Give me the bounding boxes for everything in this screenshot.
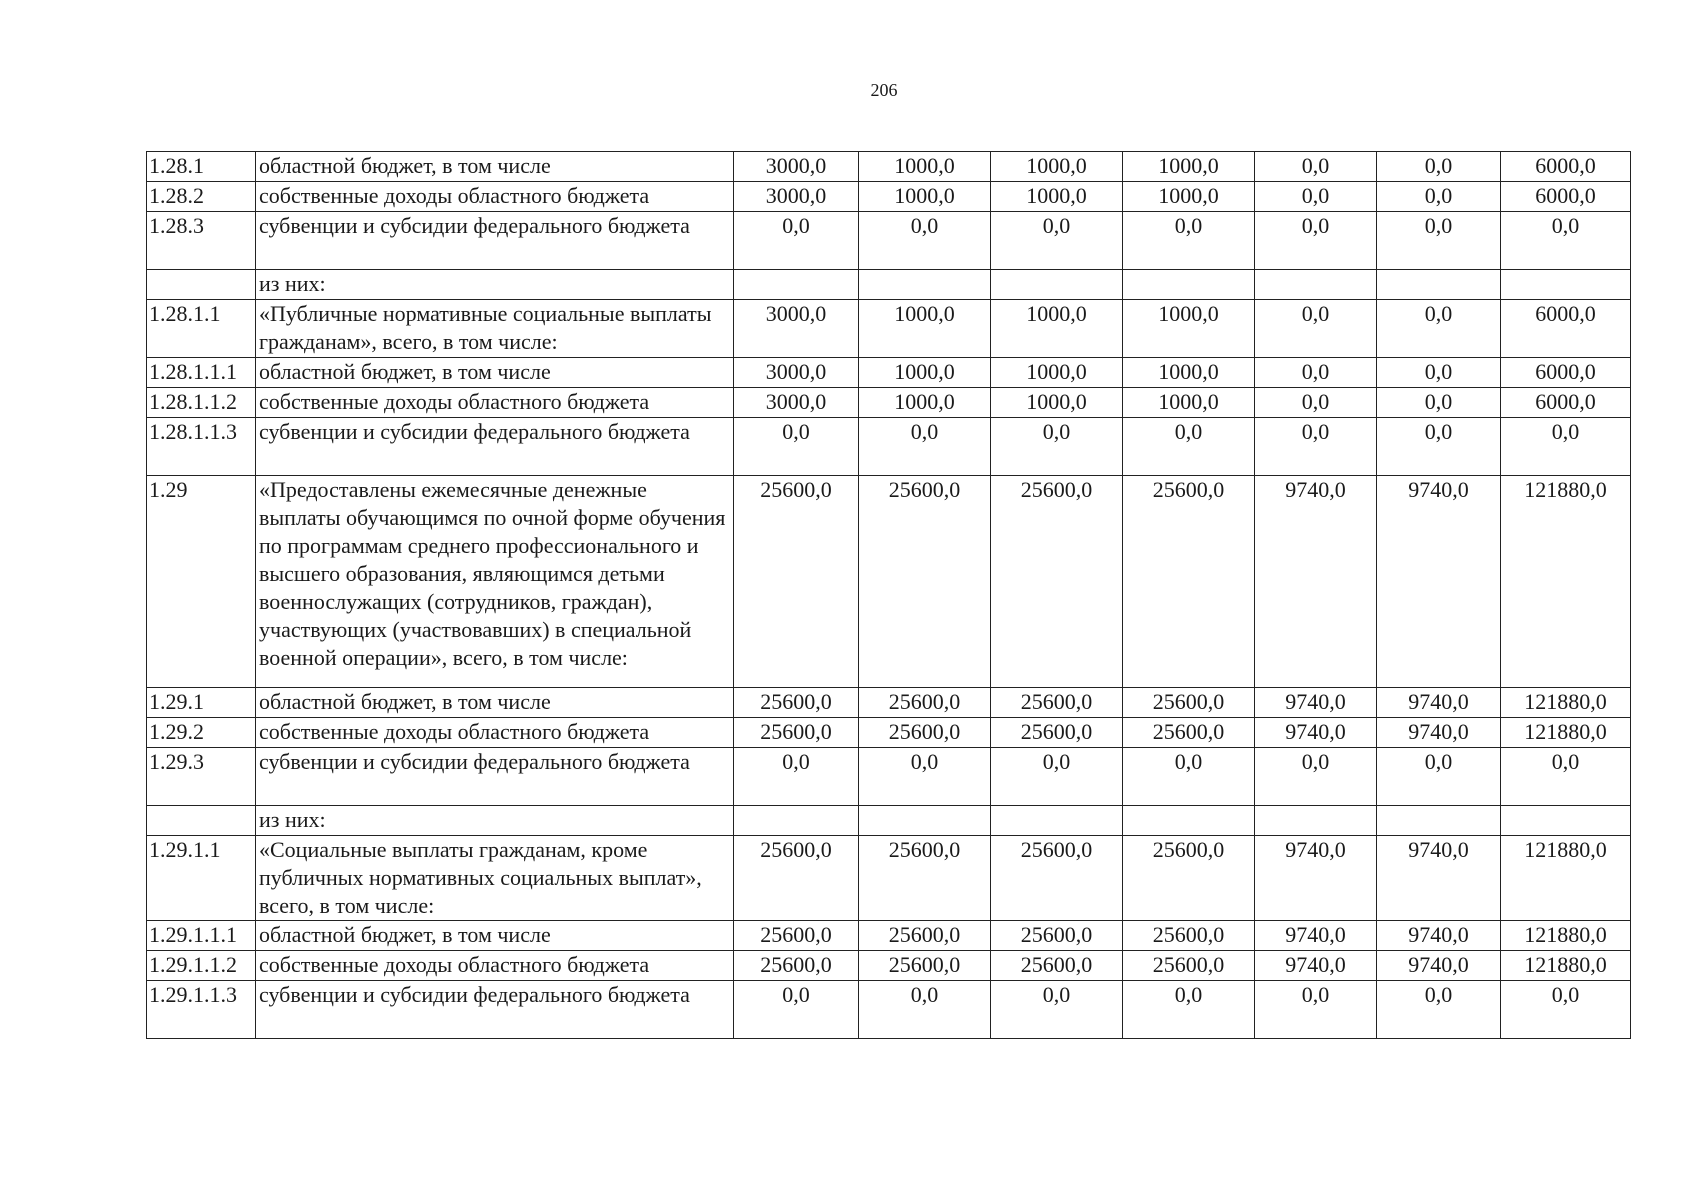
row-value: 9740,0 [1377, 476, 1501, 688]
row-value: 0,0 [1377, 418, 1501, 476]
row-value: 9740,0 [1255, 921, 1377, 951]
row-code: 1.28.3 [147, 212, 256, 270]
table-row [147, 981, 1631, 1039]
row-value [859, 270, 991, 300]
row-value: 25600,0 [859, 476, 991, 688]
row-label: собственные доходы областного бюджета [256, 388, 734, 418]
row-value: 0,0 [1255, 300, 1377, 358]
row-value [1123, 270, 1255, 300]
table-row [147, 951, 1631, 981]
row-value: 121880,0 [1501, 951, 1631, 981]
row-value: 0,0 [1255, 418, 1377, 476]
row-value: 1000,0 [991, 182, 1123, 212]
row-value [1501, 806, 1631, 836]
row-value: 0,0 [1377, 300, 1501, 358]
row-value [1377, 806, 1501, 836]
row-code: 1.28.1.1.1 [147, 358, 256, 388]
row-value [1501, 270, 1631, 300]
row-value: 9740,0 [1255, 836, 1377, 921]
table-row [147, 836, 1631, 921]
row-label: «Социальные выплаты гражданам, кроме публичных нормативных социальных выплат», всего, в том числе: [256, 836, 734, 921]
row-value [734, 270, 859, 300]
row-value [991, 270, 1123, 300]
row-label: субвенции и субсидии федерального бюджета [256, 418, 734, 476]
row-value: 6000,0 [1501, 358, 1631, 388]
row-value: 0,0 [1255, 748, 1377, 806]
row-value: 6000,0 [1501, 152, 1631, 182]
row-label: собственные доходы областного бюджета [256, 951, 734, 981]
row-label: областной бюджет, в том числе [256, 921, 734, 951]
row-value: 0,0 [991, 748, 1123, 806]
row-value: 0,0 [1255, 182, 1377, 212]
row-value: 1000,0 [859, 182, 991, 212]
table-row [147, 358, 1631, 388]
row-value [1377, 270, 1501, 300]
row-value: 0,0 [1123, 212, 1255, 270]
row-value: 9740,0 [1255, 951, 1377, 981]
row-value: 121880,0 [1501, 836, 1631, 921]
row-value: 25600,0 [859, 836, 991, 921]
row-value: 25600,0 [859, 921, 991, 951]
row-value: 3000,0 [734, 388, 859, 418]
row-code: 1.29.1.1 [147, 836, 256, 921]
table-row [147, 418, 1631, 476]
row-value [1255, 806, 1377, 836]
row-value: 0,0 [1377, 981, 1501, 1039]
row-code: 1.28.1.1.3 [147, 418, 256, 476]
row-value [734, 806, 859, 836]
row-value: 0,0 [1123, 981, 1255, 1039]
row-value: 25600,0 [1123, 921, 1255, 951]
table-body [147, 152, 1631, 1039]
row-value: 25600,0 [859, 951, 991, 981]
row-code: 1.28.1.1 [147, 300, 256, 358]
row-value: 9740,0 [1255, 476, 1377, 688]
row-label: субвенции и субсидии федерального бюджета [256, 981, 734, 1039]
row-value: 121880,0 [1501, 476, 1631, 688]
row-value: 25600,0 [991, 718, 1123, 748]
row-code: 1.29.1.1.3 [147, 981, 256, 1039]
table-row [147, 270, 1631, 300]
row-value: 25600,0 [734, 921, 859, 951]
row-code: 1.28.1.1.2 [147, 388, 256, 418]
row-value: 0,0 [1377, 152, 1501, 182]
row-label: «Публичные нормативные социальные выплаты гражданам», всего, в том числе: [256, 300, 734, 358]
row-value: 1000,0 [1123, 182, 1255, 212]
row-value: 3000,0 [734, 182, 859, 212]
row-value: 0,0 [1123, 748, 1255, 806]
row-value: 1000,0 [991, 388, 1123, 418]
row-value: 25600,0 [1123, 688, 1255, 718]
table-row [147, 476, 1631, 688]
row-value: 1000,0 [991, 152, 1123, 182]
row-value: 1000,0 [1123, 358, 1255, 388]
row-label: субвенции и субсидии федерального бюджета [256, 212, 734, 270]
row-value: 9740,0 [1377, 836, 1501, 921]
row-value: 0,0 [1377, 182, 1501, 212]
row-value: 25600,0 [734, 476, 859, 688]
row-value: 0,0 [1255, 981, 1377, 1039]
row-code [147, 806, 256, 836]
row-value: 0,0 [734, 981, 859, 1039]
page-number: 206 [870, 80, 898, 100]
row-value: 25600,0 [991, 688, 1123, 718]
row-value: 0,0 [1377, 748, 1501, 806]
row-value: 9740,0 [1377, 688, 1501, 718]
row-value: 0,0 [1501, 212, 1631, 270]
row-value: 1000,0 [859, 300, 991, 358]
table-row [147, 300, 1631, 358]
row-value: 0,0 [991, 212, 1123, 270]
row-value: 121880,0 [1501, 688, 1631, 718]
table-row [147, 748, 1631, 806]
row-value: 25600,0 [734, 951, 859, 981]
row-value: 6000,0 [1501, 182, 1631, 212]
row-code: 1.29.1.1.1 [147, 921, 256, 951]
row-value: 1000,0 [1123, 152, 1255, 182]
row-value: 1000,0 [1123, 388, 1255, 418]
row-value: 0,0 [734, 418, 859, 476]
row-label: из них: [256, 270, 734, 300]
row-value: 0,0 [859, 981, 991, 1039]
row-value [1255, 270, 1377, 300]
row-value: 0,0 [1377, 388, 1501, 418]
row-value: 0,0 [1255, 358, 1377, 388]
row-value: 0,0 [859, 212, 991, 270]
row-value: 0,0 [1501, 748, 1631, 806]
row-label: областной бюджет, в том числе [256, 152, 734, 182]
row-code: 1.29.2 [147, 718, 256, 748]
row-label: собственные доходы областного бюджета [256, 182, 734, 212]
row-value: 25600,0 [1123, 476, 1255, 688]
row-label: субвенции и субсидии федерального бюджета [256, 748, 734, 806]
row-label: из них: [256, 806, 734, 836]
row-code: 1.29 [147, 476, 256, 688]
row-value: 25600,0 [859, 718, 991, 748]
row-code: 1.28.1 [147, 152, 256, 182]
row-value: 3000,0 [734, 152, 859, 182]
row-value: 25600,0 [734, 688, 859, 718]
table-row [147, 182, 1631, 212]
row-value: 1000,0 [859, 152, 991, 182]
table-row [147, 212, 1631, 270]
row-value [991, 806, 1123, 836]
row-value: 0,0 [859, 748, 991, 806]
row-code: 1.29.1 [147, 688, 256, 718]
row-value: 25600,0 [1123, 718, 1255, 748]
row-value: 0,0 [991, 418, 1123, 476]
row-value: 25600,0 [859, 688, 991, 718]
row-value: 25600,0 [991, 476, 1123, 688]
row-value: 9740,0 [1255, 688, 1377, 718]
table-row [147, 921, 1631, 951]
table-row [147, 718, 1631, 748]
row-value: 25600,0 [991, 951, 1123, 981]
row-value: 0,0 [991, 981, 1123, 1039]
budget-table [146, 151, 1631, 1039]
row-code: 1.29.3 [147, 748, 256, 806]
row-value: 0,0 [1255, 152, 1377, 182]
row-label: областной бюджет, в том числе [256, 688, 734, 718]
row-value: 1000,0 [859, 358, 991, 388]
row-code [147, 270, 256, 300]
row-label: «Предоставлены ежемесячные денежные выплаты обучающимся по очной форме обучения по программам среднего профессионального и высшего образования, являющимся детьми военнослужащих (сотрудников, граждан), участвующих (участвовавших) в специальной военной операции», всего, в том числе: [256, 476, 734, 688]
table-row [147, 152, 1631, 182]
row-value: 0,0 [859, 418, 991, 476]
row-value: 9740,0 [1377, 921, 1501, 951]
row-label: областной бюджет, в том числе [256, 358, 734, 388]
table-row [147, 688, 1631, 718]
row-value: 25600,0 [734, 718, 859, 748]
row-value: 25600,0 [991, 836, 1123, 921]
row-value [1123, 806, 1255, 836]
row-value: 0,0 [1255, 388, 1377, 418]
row-value: 25600,0 [734, 836, 859, 921]
row-value: 0,0 [1377, 358, 1501, 388]
row-value: 6000,0 [1501, 300, 1631, 358]
row-value: 25600,0 [1123, 951, 1255, 981]
row-value: 9740,0 [1377, 951, 1501, 981]
row-code: 1.29.1.1.2 [147, 951, 256, 981]
row-value: 25600,0 [1123, 836, 1255, 921]
row-value: 1000,0 [859, 388, 991, 418]
row-value: 0,0 [1501, 981, 1631, 1039]
row-value: 121880,0 [1501, 718, 1631, 748]
table-row [147, 806, 1631, 836]
row-value: 3000,0 [734, 358, 859, 388]
row-value: 0,0 [1377, 212, 1501, 270]
row-label: собственные доходы областного бюджета [256, 718, 734, 748]
row-value [859, 806, 991, 836]
row-value: 9740,0 [1255, 718, 1377, 748]
row-value: 9740,0 [1377, 718, 1501, 748]
row-value: 121880,0 [1501, 921, 1631, 951]
row-value: 0,0 [1501, 418, 1631, 476]
row-value: 0,0 [1123, 418, 1255, 476]
row-value: 1000,0 [991, 300, 1123, 358]
row-value: 3000,0 [734, 300, 859, 358]
row-code: 1.28.2 [147, 182, 256, 212]
row-value: 6000,0 [1501, 388, 1631, 418]
row-value: 0,0 [734, 212, 859, 270]
row-value: 1000,0 [1123, 300, 1255, 358]
row-value: 25600,0 [991, 921, 1123, 951]
row-value: 1000,0 [991, 358, 1123, 388]
row-value: 0,0 [734, 748, 859, 806]
row-value: 0,0 [1255, 212, 1377, 270]
table-row [147, 388, 1631, 418]
